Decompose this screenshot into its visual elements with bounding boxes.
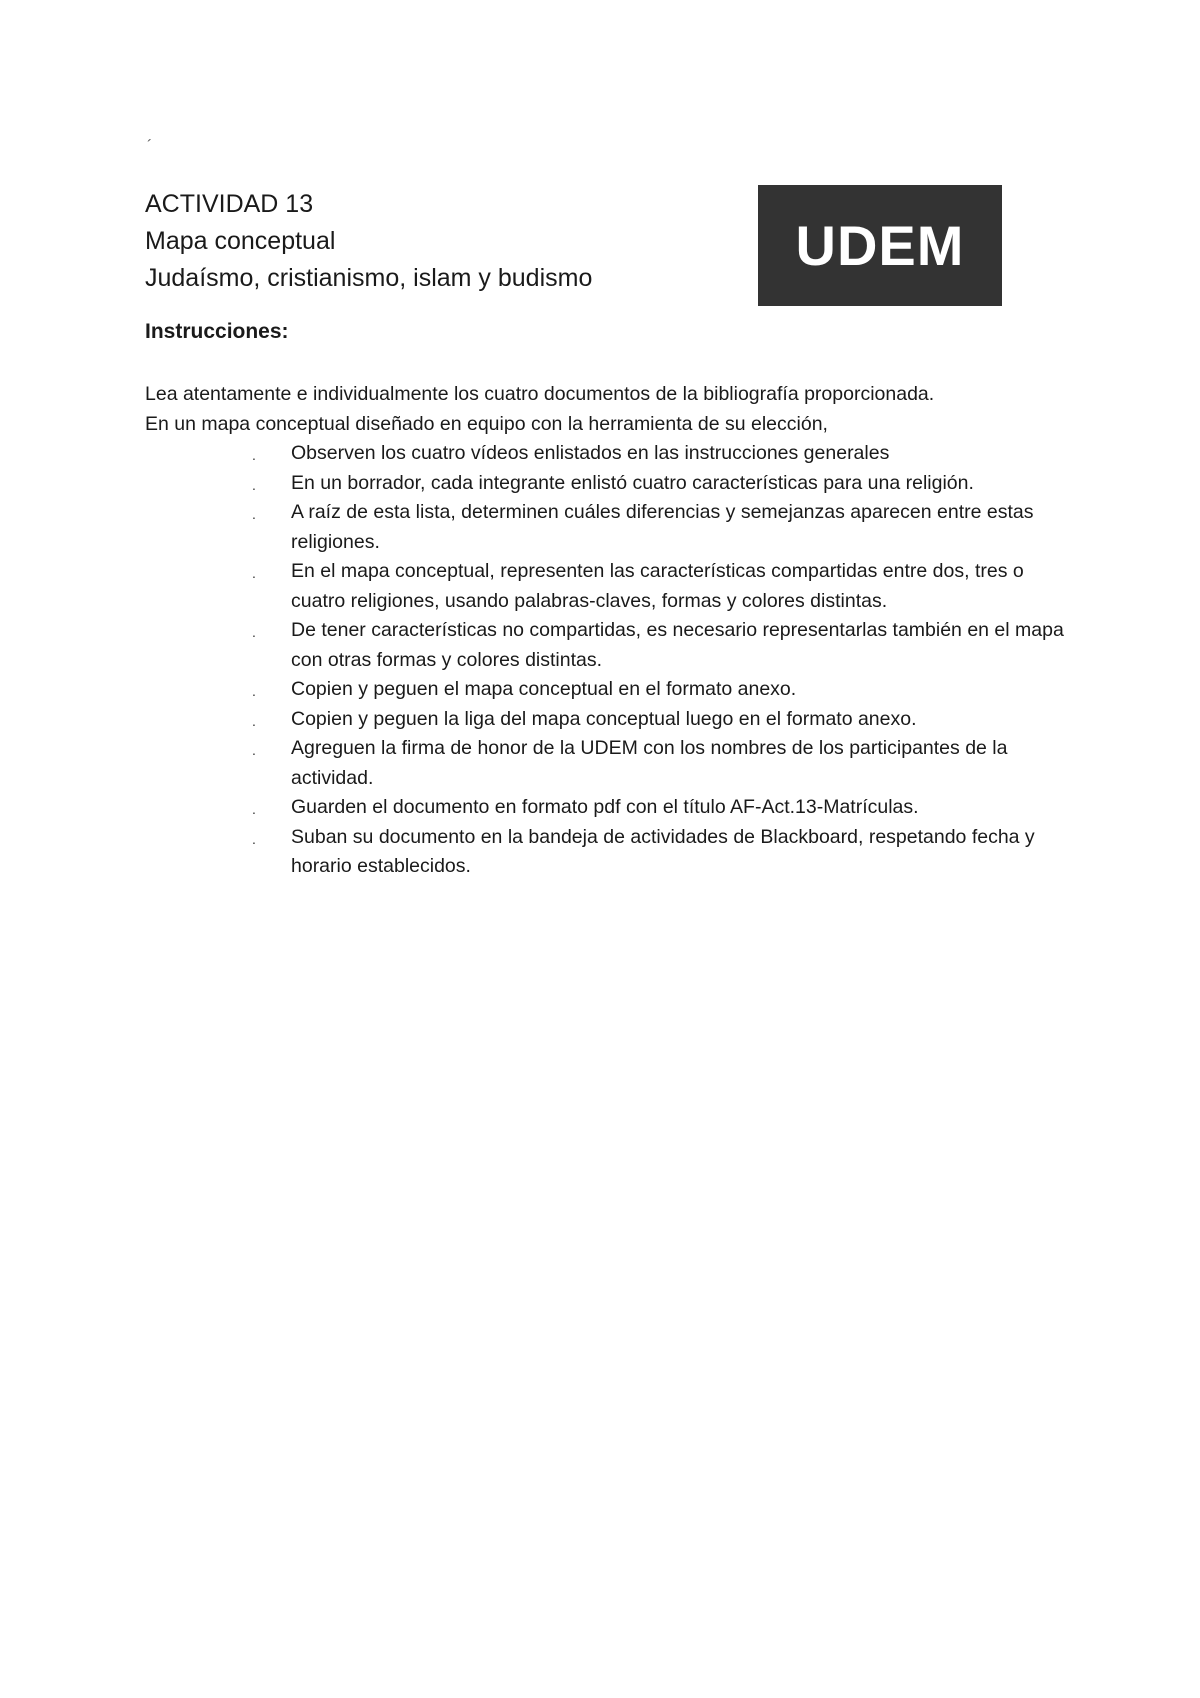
list-item	[145, 705, 1071, 735]
list-item	[145, 616, 1071, 675]
bullet-mark: .	[252, 801, 256, 817]
bullet-mark: .	[252, 565, 256, 581]
bullet-mark: .	[252, 476, 256, 493]
list-item	[145, 557, 1071, 616]
list-item	[145, 823, 1071, 882]
instructions-heading: Instrucciones:	[145, 320, 289, 343]
bullet-mark: .	[252, 624, 256, 640]
intro-paragraph: Lea atentamente e individualmente los cuatro documentos de la bibliografía proporcionada.	[145, 383, 935, 405]
corner-mark: ´	[147, 138, 153, 155]
list-item	[145, 734, 1071, 793]
list-item-text: En el mapa conceptual, representen las características compartidas entre dos, tres o cuatro religiones, usando palabras-claves, formas y colores distintas.	[291, 560, 1024, 612]
list-item-text: Copien y peguen la liga del mapa conceptual luego en el formato anexo.	[291, 707, 917, 730]
list-item-text: Copien y peguen el mapa conceptual en el formato anexo.	[291, 678, 797, 700]
list-item-text: Guarden el documento en formato pdf con el título AF-Act.13-Matrículas.	[291, 796, 919, 818]
bullet-mark: .	[252, 506, 256, 522]
bullet-mark: .	[252, 712, 256, 729]
activity-topic: Judaísmo, cristianismo, islam y budismo	[145, 264, 593, 292]
list-item	[145, 469, 1071, 499]
udem-logo	[758, 185, 1002, 306]
list-item-text: Suban su documento en la bandeja de actividades de Blackboard, respetando fecha y horario establecidos.	[291, 825, 1035, 877]
bullet-mark: .	[252, 447, 256, 463]
list-item-text: Agreguen la firma de honor de la UDEM con los nombres de los participantes de la actividad.	[291, 737, 1008, 789]
instructions-intro	[145, 380, 1085, 439]
list-item	[145, 675, 1071, 705]
list-item-text: De tener características no compartidas, es necesario representarlas también en el mapa con otras formas y colores distintas.	[291, 619, 1064, 671]
activity-title: ACTIVIDAD 13	[145, 190, 314, 218]
udem-logo-text: UDEM	[795, 214, 965, 277]
list-item-text: A raíz de esta lista, determinen cuáles diferencias y semejanzas aparecen entre estas religiones.	[291, 501, 1034, 553]
title-block	[145, 186, 592, 297]
list-item	[145, 793, 1071, 823]
instructions-list	[145, 439, 1085, 882]
activity-subtitle: Mapa conceptual	[145, 227, 336, 255]
bullet-mark: .	[252, 683, 256, 699]
bullet-mark: .	[252, 742, 256, 758]
list-item	[145, 439, 1071, 469]
list-item	[145, 498, 1071, 557]
list-item-text: En un borrador, cada integrante enlistó cuatro características para una religión.	[291, 471, 974, 494]
list-item-text: Observen los cuatro vídeos enlistados en las instrucciones generales	[291, 442, 890, 464]
intro-paragraph: En un mapa conceptual diseñado en equipo con la herramienta de su elección,	[145, 412, 828, 435]
bullet-mark: .	[252, 830, 256, 847]
